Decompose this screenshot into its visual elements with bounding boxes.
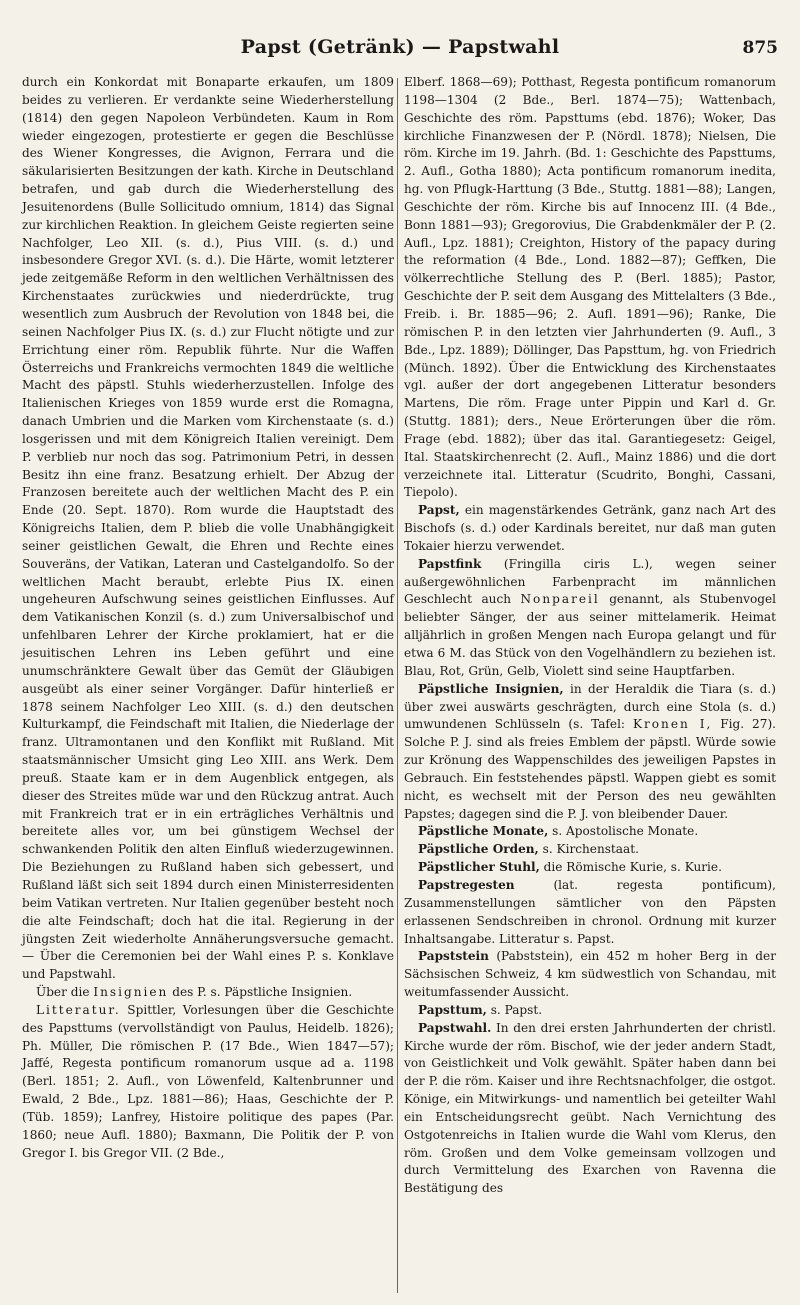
page-number: 875 [742,38,778,58]
entry-papsttum [404,1002,776,1020]
entry-headword: Papstwahl. [418,1020,492,1035]
entry-text: in der Heraldik die Tiara (s. d.) über zwei auswärts geschrägten, durch eine Stola (s. d.) umwundenen Schlüsseln (s. Tafel: [404,681,776,732]
insignien-lead: Über die [36,985,90,1000]
entry-text: s. Kirchenstaat. [542,842,639,857]
entry-text: In den drei ersten Jahrhunderten der christl. Kirche wurde der röm. Bischof, wie der jeder andern Stadt, von Geistlichkeit und Volk gewählt. Später haben dann bei der P. die röm. Kaiser und ihre Rechtsnachfolger, die ostgot. Könige, ein Mitwirkungs- und namentlich bei geteilter Wahl ein Entscheidungsrecht geübt. Nach Vernichtung des Ostgotenreichs in Italien wurde die Wahl vom Klerus, den röm. Großen und dem Volke gemeinsam vollzogen und durch Vermittelung des Exarchen von Ravenna die Bestätigung des [404,1020,776,1196]
literature-text: Spittler, Vorlesungen über die Geschichte des Papsttums (vervollständigt von Paulus, Heidelb. 1826); Ph. Müller, Die römischen P. (17 Bde., Wien 1847—57); Jaffé, Regesta pontificum romanorum usque ad a. 1198 (Berl. 1851; 2. Aufl., von Löwenfeld, Kaltenbrunner und Ewald, 2 Bde., Lpz. 1881—86); Haas, Geschichte der P. (Tüb. 1859); Lanfrey, Histoire politique des papes (Par. 1860; neue Aufl. 1880); Baxmann, Die Politik der P. von Gregor I. bis Gregor VII. (2 Bde., [22,1002,394,1160]
entry-text: s. Apostolische Monate. [552,824,699,839]
entry-text: die Römische Kurie, s. Kurie. [543,860,722,875]
insignien-spaced: Insignien [93,985,169,1000]
entry-headword: Päpstliche Monate, [418,824,549,839]
entry-text: (Pabststein), ein 452 m hoher Berg in der Sächsischen Schweiz, 4 km südwestlich von Schandau, mit weitumfassender Aussicht. [404,949,776,1000]
entry-headword: Päpstlicher Stuhl, [418,860,540,875]
entry-headword: Päpstliche Orden, [418,842,539,857]
page-header [22,36,778,66]
entry-headword: Papsttum, [418,1002,487,1017]
entry-paepstliche-orden [404,841,776,859]
column-divider [397,78,398,1293]
entry-papstwahl [404,1020,776,1198]
entry-papstregesten [404,877,776,948]
entry-spaced-term: Nonpareil [520,592,600,607]
literature-continuation: Elberf. 1868—69); Potthast, Regesta pontificum romanorum 1198—1304 (2 Bde., Berl. 1874—75); Wattenbach, Geschichte des röm. Papsttums (ebd. 1876); Woker, Das kirchliche Finanzwesen der P. (Nördl. 1878); Nielsen, Die röm. Kirche im 19. Jahrh. (Bd. 1: Geschichte des Papsttums, 2. Aufl., Gotha 1880); Acta pontificum romanorum inedita, hg. von Pflugk-Harttung (3 Bde., Stuttg. 1881—88); Langen, Geschichte der röm. Kirche bis auf Innocenz III. (4 Bde., Bonn 1881—93); Gregorovius, Die Grabdenkmäler der P. (2. Aufl., Lpz. 1881); Creighton, History of the papacy during the reformation (4 Bde., Lond. 1882—87); Geffken, Die völkerrechtliche Stellung des P. (Berl. 1885); Pastor, Geschichte der P. seit dem Ausgang des Mittelalters (3 Bde., Freib. i. Br. 1885—96; 2. Aufl. 1891—96); Ranke, Die römischen P. in den letzten vier Jahrhunderten (9. Aufl., 3 Bde., Lpz. 1889); Döllinger, Das Papsttum, hg. von Friedrich (Münch. 1892). Über die Entwicklung des Kirchenstaates vgl. außer der dort angegebenen Litteratur besonders Martens, Die röm. Frage unter Pippin und Karl d. Gr. (Stuttg. 1881); ders., Neue Erörterungen über die röm. Frage (ebd. 1882); über das ital. Garantiegesetz: Geigel, Ital. Staatskirchenrecht (2. Aufl., Mainz 1886) und die dort verzeichnete ital. Litteratur (Scudrito, Bonghi, Cassani, Tiepolo). [404,75,776,500]
left-column [22,74,394,1162]
entry-headword: Papststein [418,949,489,964]
entry-paepstliche-monate [404,823,776,841]
papst-history-paragraph: durch ein Konkordat mit Bonaparte erkaufen, um 1809 beides zu verlieren. Er verdankte seine Wiederherstellung (1814) den gegen Napoleon Verbündeten. Kaum in Rom wieder eingezogen, protestierte er gegen die Beschlüsse des Wiener Kongresses, die Avignon, Ferrara und die säkularisierten Besitzungen der kath. Kirche in Deutschland betrafen, und gab durch die Wiederherstellung des Jesuitenordens (Bulle Sollicitudo omnium, 1814) das Signal zur kirchlichen Reaktion. In gleichem Geiste regierten seine Nachfolger, Leo XII. (s. d.), Pius VIII. (s. d.) und insbesondere Gregor XVI. (s. d.). Die Härte, womit letzterer jede zeitgemäße Reform in den weltlichen Verhältnissen des Kirchenstaates zurückwies und niederdrückte, trug wesentlich zum Ausbruch der Revolution von 1848 bei, die seinen Nachfolger Pius IX. (s. d.) zur Flucht nötigte und zur Errichtung einer röm. Republik führte. Nur die Waffen Österreichs und Frankreichs vermochten 1849 die weltliche Macht des päpstl. Stuhls wiederherzustellen. Infolge des Italienischen Krieges von 1859 wurde erst die Romagna, danach Umbrien und die Marken vom Kirchenstaate (s. d.) losgerissen und mit dem Königreich Italien vereinigt. Dem P. verblieb nur noch das sog. Patrimonium Petri, in dessen Besitz ihn eine franz. Besatzung erhielt. Der Abzug der Franzosen bereitete auch der weltlichen Macht des P. ein Ende (20. Sept. 1870). Rom wurde die Hauptstadt des Königreichs Italien, dem P. blieb die volle Unabhängigkeit seiner geistlichen Gewalt, die Ehren und Rechte eines Souveräns, der Vatikan, Lateran und Castelgandolfo. So der weltlichen Macht beraubt, erlebte Pius IX. einen ungeheuren Aufschwung seines geistlichen Einflusses. Auf dem Vatikanischen Konzil (s. d.) zum Universalbischof und unfehlbaren Lehrer der Kirche proklamiert, hat er die jesuitischen Lehren ins Leben geführt und eine unumschränktere Gewalt über das Gemüt der Gläubigen ausgeübt als einer seiner Vorgänger. Dafür hinterließ er 1878 seinem Nachfolger Leo XIII. (s. d.) den deutschen Kulturkampf, die Feindschaft mit Italien, die Niederlage der franz. Ultramontanen und den Konflikt mit Rußland. Mit staatsmännischer Umsicht ging Leo XIII. ans Werk. Dem preuß. Staate kam er in dem Augenblick entgegen, als dieser des Streites müde war und den Rückzug antrat. Auch mit Frankreich trat er in ein erträgliches Verhältnis und bereitete alles vor, um bei günstigem Wechsel der schwankenden Politik den alten Einfluß wiederzugewinnen. Die Beziehungen zu Rußland haben sich gebessert, und Rußland läßt sich seit 1894 durch einen Ministerresidenten beim Vatikan vertreten. Nur Italien gegenüber besteht noch die alte Feindschaft; doch hat die ital. Regierung in der jüngsten Zeit wiederholte Annäherungsversuche gemacht. — Über die Ceremonien bei der Wahl eines P. s. Konklave und Papstwahl. [22,75,394,982]
insignien-tail: des P. s. Päpstliche Insignien. [172,985,353,1000]
entry-paepstliche-insignien [404,681,776,824]
literature-paragraph [22,1002,394,1163]
entry-paepstlicher-stuhl [404,859,776,877]
entry-text: Fig. 27). Solche P. J. sind als freies Emblem der päpstl. Würde sowie zur Krönung des Wappenschildes des jeweiligen Papstes in Gebrauch. Ein feststehendes päpstl. Wappen giebt es somit nicht, es wechselt mit der Person des neu gewählten Papstes; dagegen sind die P. J. von bleibender Dauer. [404,717,777,821]
entry-text: genannt, als Stubenvogel beliebter Sänger, der aus seiner mittelamerik. Heimat alljährlich in großen Mengen nach Europa gelangt und für etwa 6 M. das Stück von den Vogelhändlern zu beziehen ist. Blau, Rot, Grün, Gelb, Violett sind seine Hauptfarben. [404,592,776,678]
right-column [404,74,776,1198]
entry-headword: Päpstliche Insignien, [418,681,564,696]
entry-text: (Fringilla ciris L.), wegen seiner außergewöhnlichen Farbenpracht im männlichen Geschlecht auch [404,556,776,607]
entry-papst-getraenk [404,502,776,556]
entry-headword: Papstfink [418,556,482,571]
entry-text: ein magenstärkendes Getränk, ganz nach Art des Bischofs (s. d.) oder Kardinals bereitet, nur daß man guten Tokaier hierzu verwendet. [404,503,776,553]
literature-label: Litteratur. [36,1002,121,1017]
running-title: Papst (Getränk) — Papstwahl [240,36,560,58]
entry-papstfink [404,556,776,681]
entry-headword: Papstregesten [418,877,515,892]
entry-text: (lat. regesta pontificum), Zusammenstellungen sämtlicher von den Päpsten erlassenen Sendschreiben in chronol. Ordnung mit kurzer Inhaltsangabe. Litteratur s. Papst. [404,877,776,946]
insignien-crossref [22,984,394,1002]
entry-text: s. Papst. [490,1002,543,1017]
entry-spaced-term: Kronen I, [632,717,713,732]
entry-papststein [404,948,776,1002]
entry-headword: Papst, [418,503,460,518]
